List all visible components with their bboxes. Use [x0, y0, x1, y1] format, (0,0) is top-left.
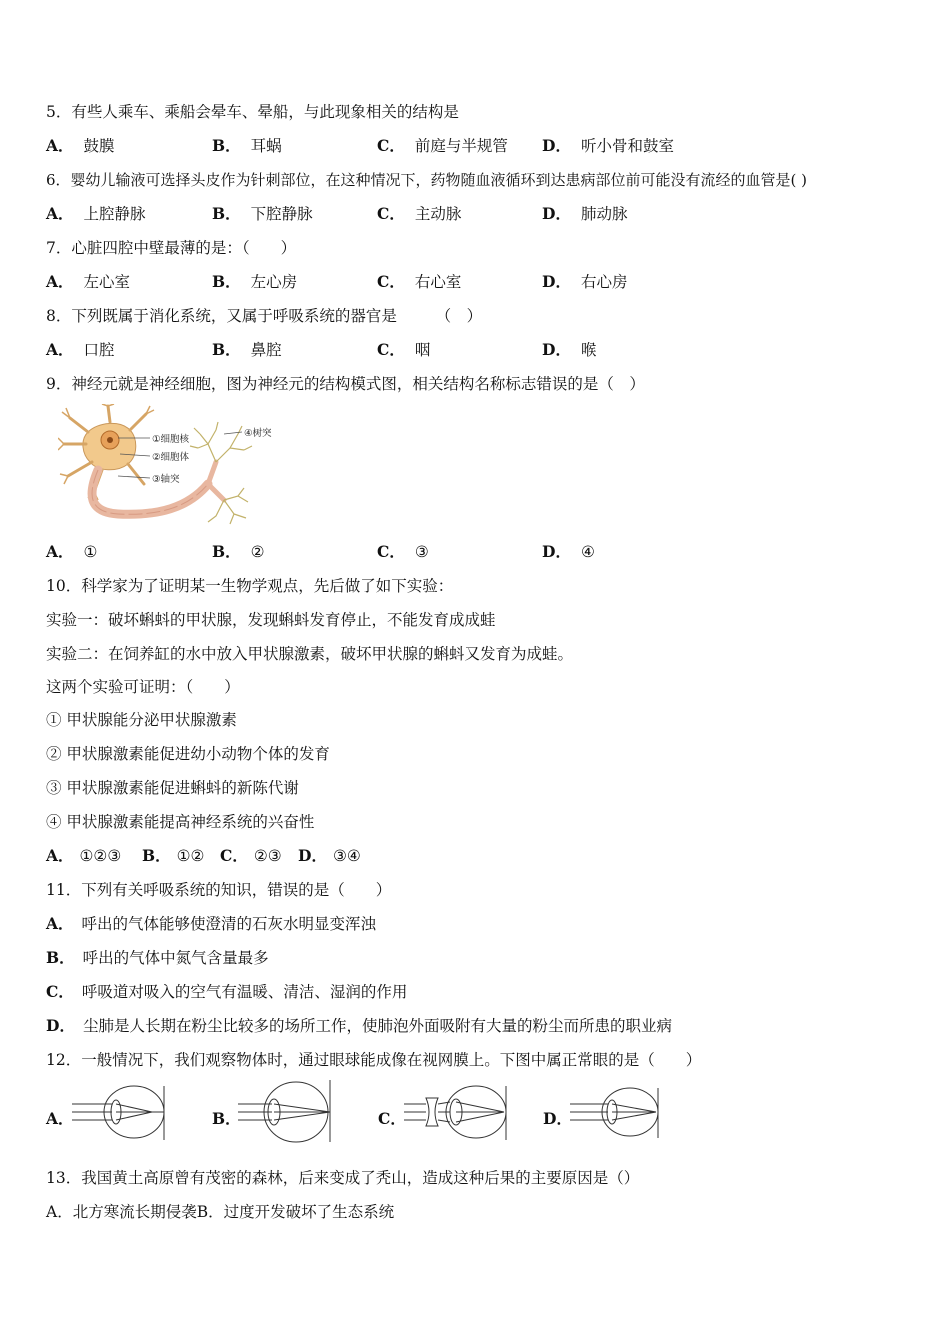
option-c[interactable] — [377, 204, 461, 224]
option-letter: A． — [46, 136, 74, 155]
option-text: ①②③ — [79, 847, 122, 865]
option-text: 呼吸道对吸入的空气有温暖、清洁、湿润的作用 — [81, 983, 408, 1001]
neuron-cell-body — [58, 404, 154, 500]
option-letter: A． — [46, 542, 74, 561]
option-text: 左心室 — [83, 273, 131, 291]
question-8-stem: 8．下列既属于消化系统，又属于呼吸系统的器官是 （ ） — [46, 307, 483, 325]
option-text: 口腔 — [83, 341, 115, 359]
question-13-options[interactable]: A．北方寒流长期侵袭B．过度开发破坏了生态系统 — [46, 1203, 395, 1221]
question-5-stem: 5．有些人乘车、乘船会晕车、晕船，与此现象相关的结构是 — [46, 103, 459, 121]
option-d[interactable] — [298, 846, 361, 866]
question-10-ask: 这两个实验可证明：（ ） — [46, 678, 240, 696]
statement-3: ③ 甲状腺激素能促进蝌蚪的新陈代谢 — [46, 779, 299, 797]
eye-diagram-a[interactable] — [72, 1082, 168, 1142]
eye-diagram-d[interactable] — [570, 1082, 664, 1142]
eye-diagram-c[interactable] — [404, 1082, 510, 1142]
option-text: 耳蜗 — [250, 137, 282, 155]
option-b[interactable] — [212, 272, 297, 292]
option-d[interactable] — [542, 204, 627, 224]
option-c[interactable] — [377, 340, 430, 360]
eye-diagram-b[interactable] — [238, 1078, 334, 1144]
option-a[interactable] — [46, 204, 146, 224]
label-cell-body: ②细胞体 — [152, 452, 190, 463]
option-letter: C． — [220, 846, 248, 865]
option-letter: B． — [212, 542, 241, 561]
label-nucleus: ①细胞核 — [152, 434, 190, 445]
neuron-terminal-branches — [190, 422, 252, 524]
option-letter: A． — [46, 272, 74, 291]
statement-4: ④ 甲状腺激素能提高神经系统的兴奋性 — [46, 813, 315, 831]
option-letter: D． — [46, 1016, 75, 1035]
option-text: 呼出的气体能够使澄清的石灰水明显变浑浊 — [81, 915, 377, 933]
option-c[interactable] — [377, 542, 429, 562]
experiment-1: 实验一：破坏蝌蚪的甲状腺，发现蝌蚪发育停止，不能发育成成蛙 — [46, 611, 496, 629]
option-text: 喉 — [580, 341, 597, 359]
option-text: ④ — [580, 543, 595, 561]
question-11-option-a[interactable] — [46, 914, 376, 934]
option-text: 左心房 — [250, 273, 298, 291]
option-letter: A． — [46, 340, 74, 359]
option-letter: D． — [542, 272, 571, 291]
option-text: 下腔静脉 — [250, 205, 313, 223]
neuron-diagram — [58, 404, 288, 526]
question-11-stem: 11．下列有关呼吸系统的知识，错误的是（ ） — [46, 881, 392, 899]
option-text: 上腔静脉 — [83, 205, 146, 223]
experiment-2: 实验二：在饲养缸的水中放入甲状腺激素，破坏甲状腺的蝌蚪又发育为成蛙。 — [46, 645, 574, 663]
question-12-stem: 12．一般情况下，我们观察物体时，通过眼球能成像在视网膜上。下图中属正常眼的是（ ） — [46, 1051, 702, 1069]
option-d[interactable] — [542, 340, 596, 360]
option-c[interactable] — [377, 136, 508, 156]
option-letter: B． — [212, 340, 241, 359]
statement-2: ② 甲状腺激素能促进幼小动物个体的发育 — [46, 745, 330, 763]
option-text: 听小骨和鼓室 — [580, 137, 674, 155]
option-letter: D． — [542, 340, 571, 359]
question-11-option-c[interactable] — [46, 982, 407, 1002]
option-text: ① — [83, 543, 98, 561]
option-text: 鼻腔 — [250, 341, 282, 359]
option-text: ② — [250, 543, 265, 561]
option-c[interactable] — [377, 272, 461, 292]
option-d[interactable] — [542, 272, 627, 292]
question-10-stem: 10．科学家为了证明某一生物学观点，先后做了如下实验： — [46, 577, 454, 595]
option-letter: B． — [142, 846, 171, 865]
option-letter: C． — [377, 272, 405, 291]
option-letter: D． — [542, 204, 571, 223]
option-c[interactable] — [220, 846, 282, 866]
question-11-option-d[interactable] — [46, 1016, 672, 1036]
option-b[interactable] — [212, 340, 282, 360]
option-a-label[interactable]: A． — [46, 1109, 74, 1128]
option-a[interactable] — [46, 340, 115, 360]
option-a[interactable] — [46, 136, 115, 156]
option-a[interactable] — [46, 846, 121, 866]
option-text: ②③ — [253, 847, 282, 865]
option-text: ③④ — [332, 847, 361, 865]
option-letter: B． — [212, 272, 241, 291]
option-letter: B． — [46, 948, 75, 967]
option-letter: B． — [212, 136, 241, 155]
option-text: 尘肺是人长期在粉尘比较多的场所工作，使肺泡外面吸附有大量的粉尘而所患的职业病 — [82, 1017, 672, 1035]
question-11-option-b[interactable] — [46, 948, 269, 968]
question-13-stem: 13．我国黄土高原曾有茂密的森林，后来变成了秃山，造成这种后果的主要原因是（） — [46, 1169, 640, 1187]
option-letter: A． — [46, 204, 74, 223]
option-a[interactable] — [46, 272, 130, 292]
option-b[interactable] — [212, 204, 313, 224]
option-b[interactable] — [212, 542, 265, 562]
question-6-stem: 6．婴幼儿输液可选择头皮作为针刺部位，在这种情况下，药物随血液循环到达患病部位前可能没有流经的血管是( ) — [46, 171, 808, 189]
option-text: 鼓膜 — [83, 137, 115, 155]
option-text: ③ — [414, 543, 429, 561]
label-axon: ③轴突 — [152, 474, 180, 485]
option-b[interactable] — [212, 136, 282, 156]
option-letter: C． — [46, 982, 74, 1001]
option-text: 右心房 — [580, 273, 628, 291]
option-letter: A． — [46, 914, 74, 933]
option-text: ①② — [176, 847, 205, 865]
option-letter: A． — [46, 846, 74, 865]
question-9-stem: 9．神经元就是神经细胞，图为神经元的结构模式图，相关结构名称标志错误的是（ ） — [46, 375, 645, 393]
option-letter: B． — [212, 204, 241, 223]
option-text: 前庭与半规管 — [414, 137, 508, 155]
option-letter: C． — [377, 136, 405, 155]
option-text: 肺动脉 — [580, 205, 628, 223]
question-7-stem: 7．心脏四腔中壁最薄的是：（ ） — [46, 239, 297, 257]
option-b-label[interactable]: B． — [212, 1109, 241, 1128]
option-letter: D． — [298, 846, 327, 865]
option-letter: C． — [377, 542, 405, 561]
option-a[interactable] — [46, 542, 97, 562]
option-text: 呼出的气体中氮气含量最多 — [82, 949, 269, 967]
option-letter: C． — [377, 340, 405, 359]
statement-1: ① 甲状腺能分泌甲状腺激素 — [46, 711, 237, 729]
label-dendrite: ④树突 — [244, 428, 272, 439]
option-d[interactable] — [542, 136, 674, 156]
option-d[interactable] — [542, 542, 595, 562]
option-letter: D． — [542, 136, 571, 155]
option-text: 咽 — [414, 341, 431, 359]
option-text: 主动脉 — [414, 205, 462, 223]
option-text: 右心室 — [414, 273, 462, 291]
option-c-label[interactable]: C． — [378, 1109, 406, 1128]
option-letter: D． — [542, 542, 571, 561]
option-letter: C． — [377, 204, 405, 223]
option-b[interactable] — [142, 846, 204, 866]
option-d-label[interactable]: D． — [543, 1109, 572, 1128]
